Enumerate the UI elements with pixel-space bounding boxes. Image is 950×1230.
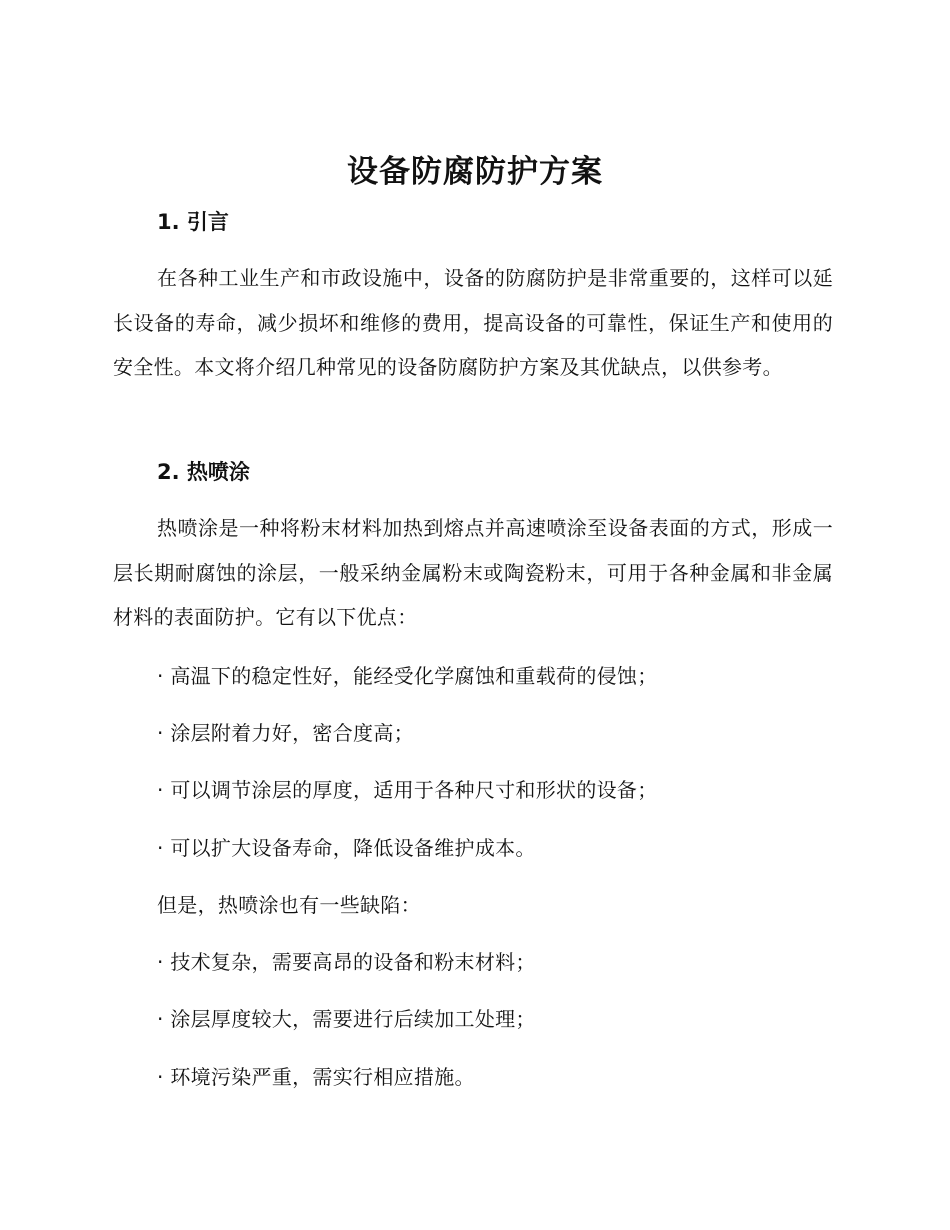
advantage-item: · 涂层附着力好，密合度高；	[157, 721, 414, 745]
advantage-item: · 可以调节涂层的厚度，适用于各种尺寸和形状的设备；	[157, 778, 658, 802]
disadvantage-item: · 技术复杂，需要高昂的设备和粉末材料；	[157, 950, 536, 974]
intro-paragraph: 在各种工业生产和市政设施中，设备的防腐防护是非常重要的，这样可以延长设备的寿命，减少损坏和维修的费用，提高设备的可靠性，保证生产和使用的安全性。本文将介绍几种常见的设备防腐防护方案及其优缺点，以供参考。	[113, 266, 833, 379]
advantage-item: · 高温下的稳定性好，能经受化学腐蚀和重载荷的侵蚀；	[157, 664, 658, 688]
disadvantage-item: · 涂层厚度较大，需要进行后续加工处理；	[157, 1007, 536, 1031]
page-title: 设备防腐防护方案	[347, 154, 603, 190]
disadvantages-intro: 但是，热喷涂也有一些缺陷：	[157, 893, 421, 917]
disadvantage-item: · 环境污染严重，需实行相应措施。	[157, 1065, 475, 1089]
thermal-spray-paragraph: 热喷涂是一种将粉末材料加热到熔点并高速喷涂至设备表面的方式，形成一层长期耐腐蚀的涂层，一般采纳金属粉末或陶瓷粉末，可用于各种金属和非金属材料的表面防护。它有以下优点：	[113, 516, 833, 629]
section-heading-thermal-spray: 2. 热喷涂	[157, 460, 250, 484]
section-heading-intro: 1. 引言	[157, 210, 229, 234]
advantage-item: · 可以扩大设备寿命，降低设备维护成本。	[157, 836, 536, 860]
